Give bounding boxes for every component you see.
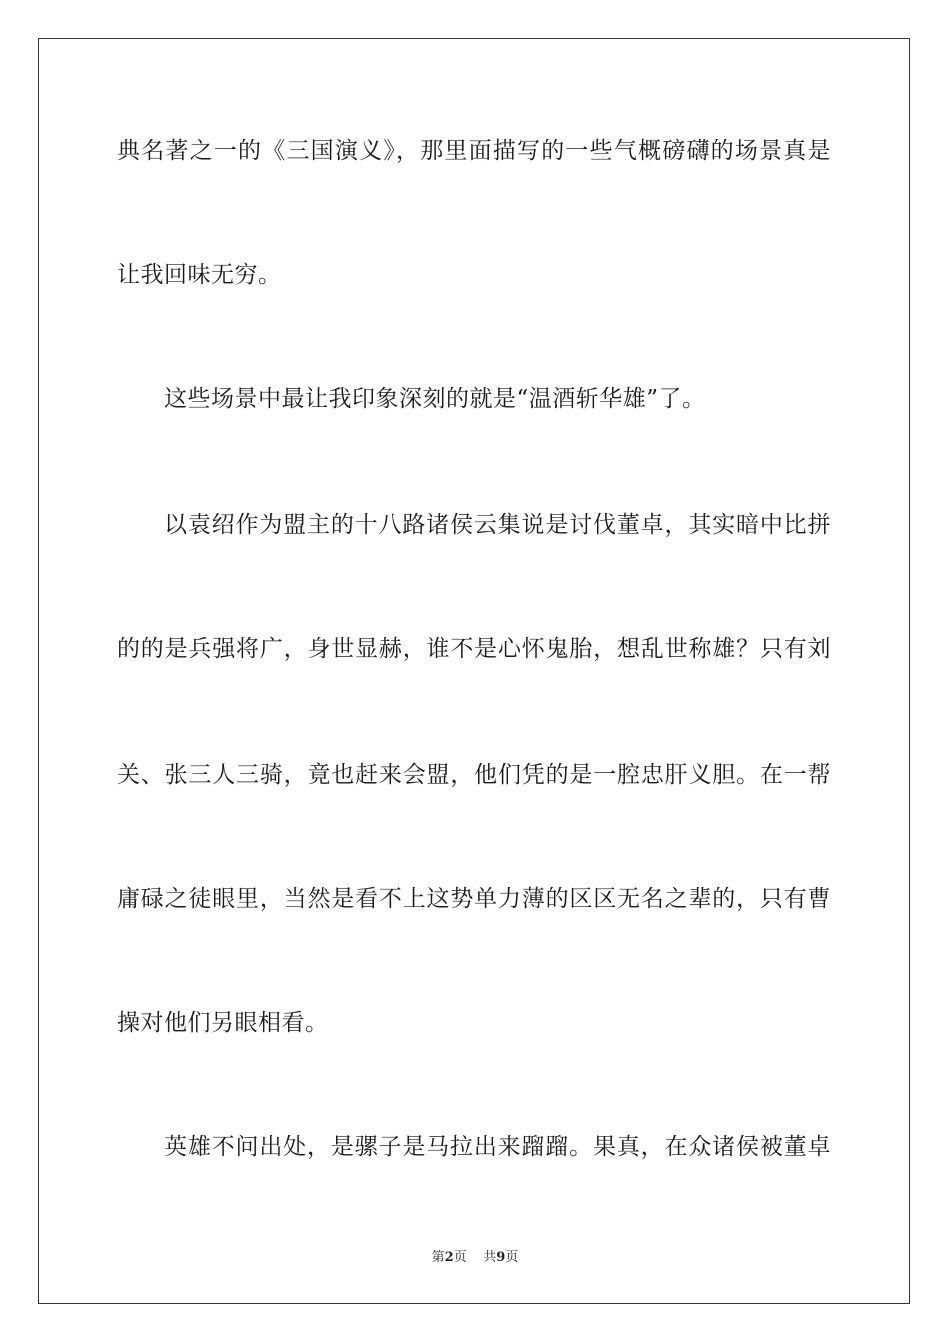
text-line-7: 庸碌之徒眼里，当然是看不上这势单力薄的区区无名之辈的，只有曹 [117, 886, 831, 912]
page-number: 第2页 [431, 1250, 467, 1265]
page-total: 共9页 [483, 1250, 519, 1265]
text-line-2: 让我回味无穷。 [117, 262, 282, 288]
page-footer [0, 1246, 950, 1265]
text-line-9: 英雄不问出处，是骡子是马拉出来蹓蹓。果真，在众诸侯被董卓 [164, 1134, 831, 1160]
text-line-4: 以袁绍作为盟主的十八路诸侯云集说是讨伐董卓，其实暗中比拼 [164, 512, 831, 538]
text-line-3: 这些场景中最让我印象深刻的就是“温酒斩华雄”了。 [164, 386, 706, 412]
page-border [38, 38, 910, 1304]
text-line-8: 操对他们另眼相看。 [117, 1010, 329, 1036]
text-line-6: 关、张三人三骑，竟也赶来会盟，他们凭的是一腔忠肝义胆。在一帮 [117, 762, 831, 788]
text-line-1: 典名著之一的《三国演义》，那里面描写的一些气概磅礴的场景真是 [117, 138, 831, 164]
text-line-5: 的的是兵强将广，身世显赫，谁不是心怀鬼胎，想乱世称雄？只有刘 [117, 636, 831, 662]
